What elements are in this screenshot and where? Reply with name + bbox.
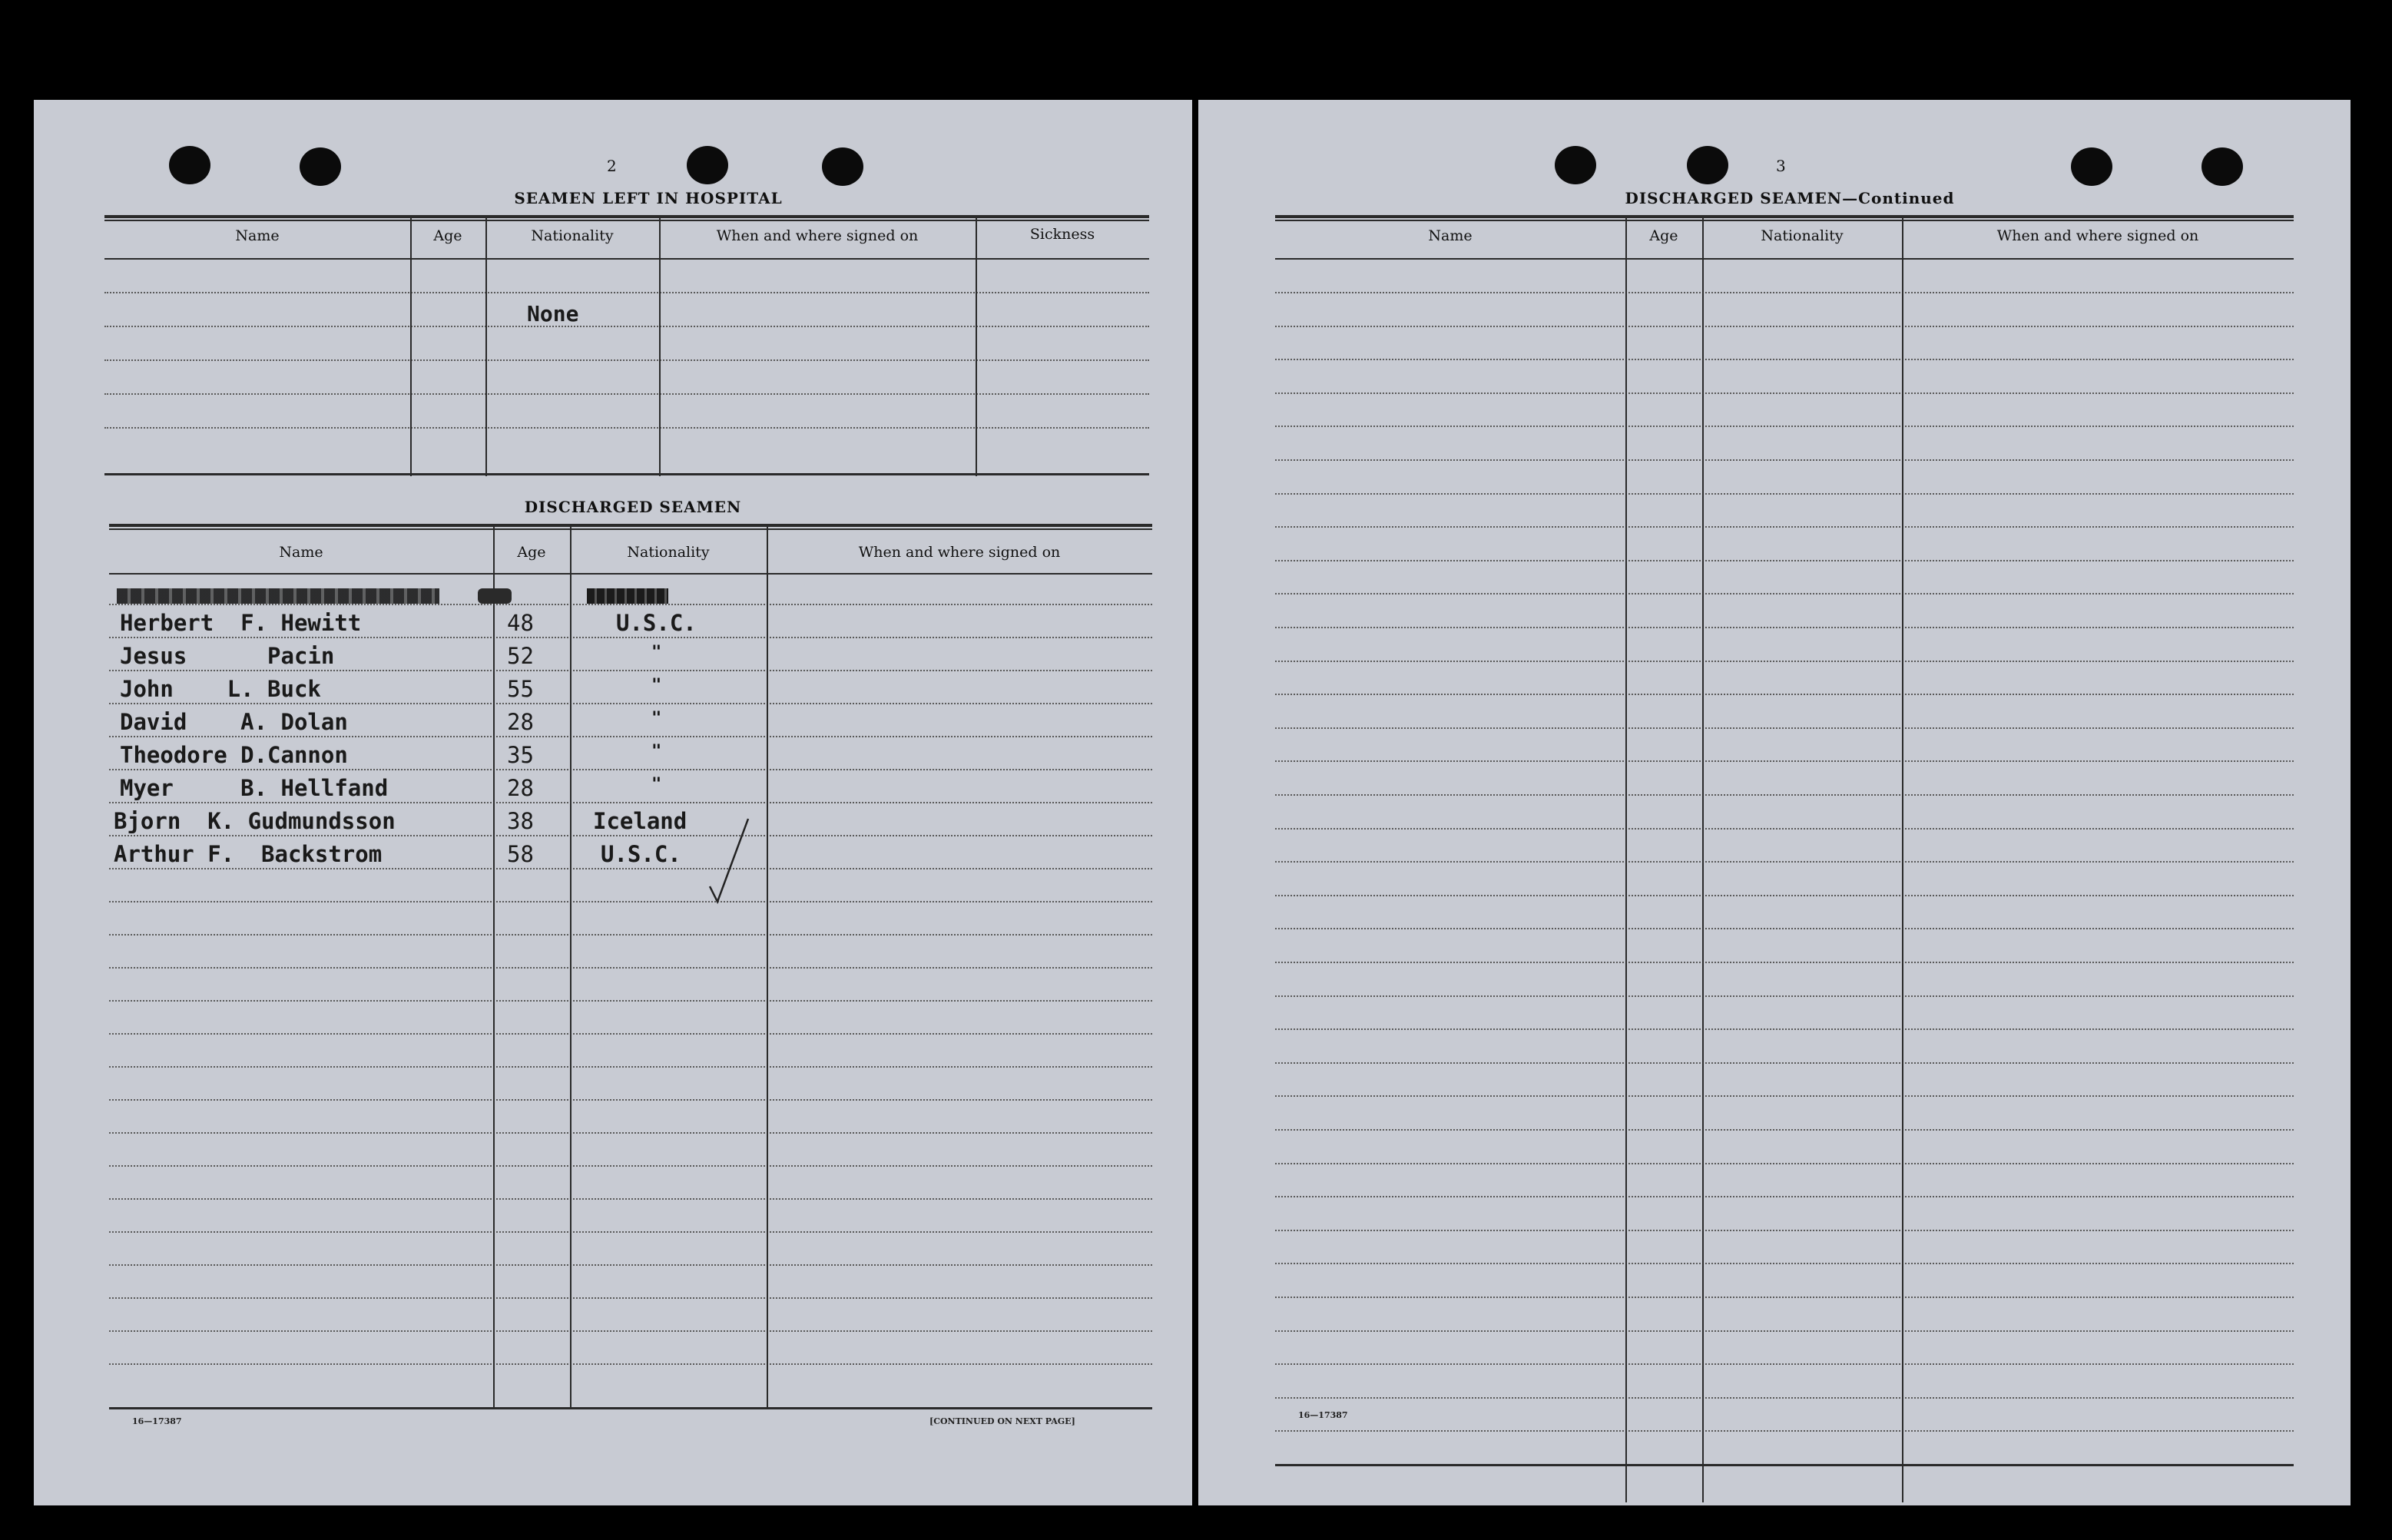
discharged-continued-table — [1275, 215, 2294, 1505]
seaman-nationality: " — [651, 709, 662, 728]
ruled-line — [109, 736, 1152, 737]
col-header-signed-on: When and where signed on — [1996, 227, 2199, 244]
ruled-line — [1275, 593, 2294, 594]
punch-hole — [822, 147, 863, 186]
ruled-line — [109, 1000, 1152, 1002]
ruled-line — [1275, 928, 2294, 929]
seaman-age: 35 — [507, 742, 534, 768]
col-header-name: Name — [235, 227, 280, 244]
ruled-line — [109, 868, 1152, 869]
ruled-line — [1275, 459, 2294, 461]
ruled-line — [109, 1231, 1152, 1233]
seaman-age: 58 — [507, 841, 534, 867]
check-mark — [708, 816, 754, 908]
struck-out-entry — [117, 582, 1039, 613]
discharged-section-title: DISCHARGED SEAMEN — [524, 498, 742, 516]
ruled-line — [109, 835, 1152, 836]
ruled-line — [109, 901, 1152, 902]
seaman-age: 28 — [507, 775, 534, 801]
col-header-sickness: Sickness — [1029, 226, 1095, 243]
ruled-line — [1275, 1230, 2294, 1231]
ruled-line — [1275, 794, 2294, 796]
col-header-nationality: Nationality — [531, 227, 614, 244]
ruled-line — [109, 769, 1152, 770]
ruled-line — [109, 934, 1152, 936]
ruled-line — [109, 967, 1152, 969]
ruled-line — [1275, 1163, 2294, 1164]
hospital-section-title: SEAMEN LEFT IN HOSPITAL — [514, 189, 783, 207]
ruled-line — [109, 1264, 1152, 1266]
ruled-line — [1275, 1196, 2294, 1197]
ruled-line — [1275, 895, 2294, 896]
col-header-name: Name — [1428, 227, 1473, 244]
seaman-nationality: " — [651, 676, 662, 695]
continued-note: [CONTINUED ON NEXT PAGE] — [929, 1416, 1075, 1426]
seaman-age: 48 — [507, 610, 534, 636]
ruled-line — [1275, 1363, 2294, 1365]
ruled-line — [1275, 694, 2294, 695]
ruled-line — [1275, 1397, 2294, 1399]
ruled-line — [109, 802, 1152, 803]
seaman-age: 28 — [507, 709, 534, 735]
right-page — [1198, 100, 2351, 1505]
ruled-line — [109, 1198, 1152, 1200]
ruled-line — [1275, 1129, 2294, 1131]
seaman-name: Myer B. Hellfand — [120, 775, 389, 801]
form-number: 16—17387 — [132, 1416, 182, 1426]
ruled-line — [1275, 760, 2294, 762]
ruled-line — [109, 1165, 1152, 1167]
col-header-age: Age — [1649, 227, 1678, 244]
seaman-nationality: " — [651, 643, 662, 662]
punch-hole — [1555, 146, 1596, 184]
col-header-age: Age — [433, 227, 462, 244]
punch-hole — [1687, 146, 1728, 184]
seaman-name: Arthur F. Backstrom — [114, 841, 383, 867]
seaman-nationality: U.S.C. — [616, 610, 697, 636]
ruled-line — [109, 1330, 1152, 1332]
ruled-line — [1275, 426, 2294, 427]
col-header-age: Age — [517, 544, 546, 561]
seaman-name: Herbert F. Hewitt — [120, 610, 362, 636]
left-page — [34, 100, 1192, 1505]
ruled-line — [109, 1099, 1152, 1101]
ruled-line — [1275, 1028, 2294, 1030]
hospital-table — [104, 215, 1149, 476]
ruled-line — [1275, 861, 2294, 863]
ruled-line — [1275, 828, 2294, 830]
seaman-nationality: " — [651, 775, 662, 794]
seaman-nationality: Iceland — [593, 808, 687, 834]
ruled-line — [1275, 1330, 2294, 1332]
col-header-name: Name — [279, 544, 323, 561]
seaman-age: 38 — [507, 808, 534, 834]
ruled-line — [1275, 326, 2294, 327]
ruled-line — [1275, 1297, 2294, 1298]
ruled-line — [1275, 1430, 2294, 1432]
col-header-nationality: Nationality — [627, 544, 710, 561]
ruled-line — [1275, 661, 2294, 662]
ruled-line — [109, 1066, 1152, 1068]
discharged-table — [109, 524, 1152, 1415]
ruled-line — [1275, 1095, 2294, 1097]
punch-hole — [2202, 147, 2243, 186]
ruled-line — [1275, 560, 2294, 561]
ruled-line — [1275, 727, 2294, 729]
ruled-line — [1275, 1263, 2294, 1264]
punch-hole — [169, 146, 210, 184]
ruled-line — [109, 670, 1152, 671]
ruled-line — [109, 1033, 1152, 1035]
ruled-line — [1275, 627, 2294, 628]
ruled-line — [109, 1363, 1152, 1365]
form-number: 16—17387 — [1298, 1410, 1348, 1420]
ruled-line — [109, 703, 1152, 704]
seaman-age: 52 — [507, 643, 534, 669]
discharged-continued-title: DISCHARGED SEAMEN—Continued — [1625, 189, 1955, 207]
hospital-entry-none: None — [527, 301, 579, 326]
page-number: 2 — [607, 157, 617, 175]
ruled-line — [1275, 526, 2294, 528]
punch-hole — [300, 147, 341, 186]
ruled-line — [109, 1132, 1152, 1134]
ruled-line — [1275, 962, 2294, 963]
seaman-name: Jesus Pacin — [120, 643, 335, 669]
ruled-line — [1275, 1062, 2294, 1064]
ruled-line — [1275, 292, 2294, 293]
ruled-line — [1275, 995, 2294, 997]
ruled-line — [1275, 359, 2294, 360]
seaman-name: Bjorn K. Gudmundsson — [114, 808, 396, 834]
seaman-nationality: " — [651, 742, 662, 761]
punch-hole — [2071, 147, 2112, 186]
ruled-line — [1275, 392, 2294, 394]
punch-hole — [687, 146, 728, 184]
ruled-line — [109, 637, 1152, 638]
col-header-nationality: Nationality — [1761, 227, 1844, 244]
seaman-name: David A. Dolan — [120, 709, 348, 735]
seaman-name: Theodore D.Cannon — [120, 742, 348, 768]
page-number: 3 — [1776, 157, 1786, 175]
ruled-line — [1275, 493, 2294, 495]
seaman-name: John L. Buck — [120, 676, 321, 702]
col-header-signed-on: When and where signed on — [716, 227, 919, 244]
ruled-line — [109, 1297, 1152, 1299]
seaman-age: 55 — [507, 676, 534, 702]
col-header-signed-on: When and where signed on — [858, 544, 1061, 561]
seaman-nationality: U.S.C. — [601, 841, 681, 867]
